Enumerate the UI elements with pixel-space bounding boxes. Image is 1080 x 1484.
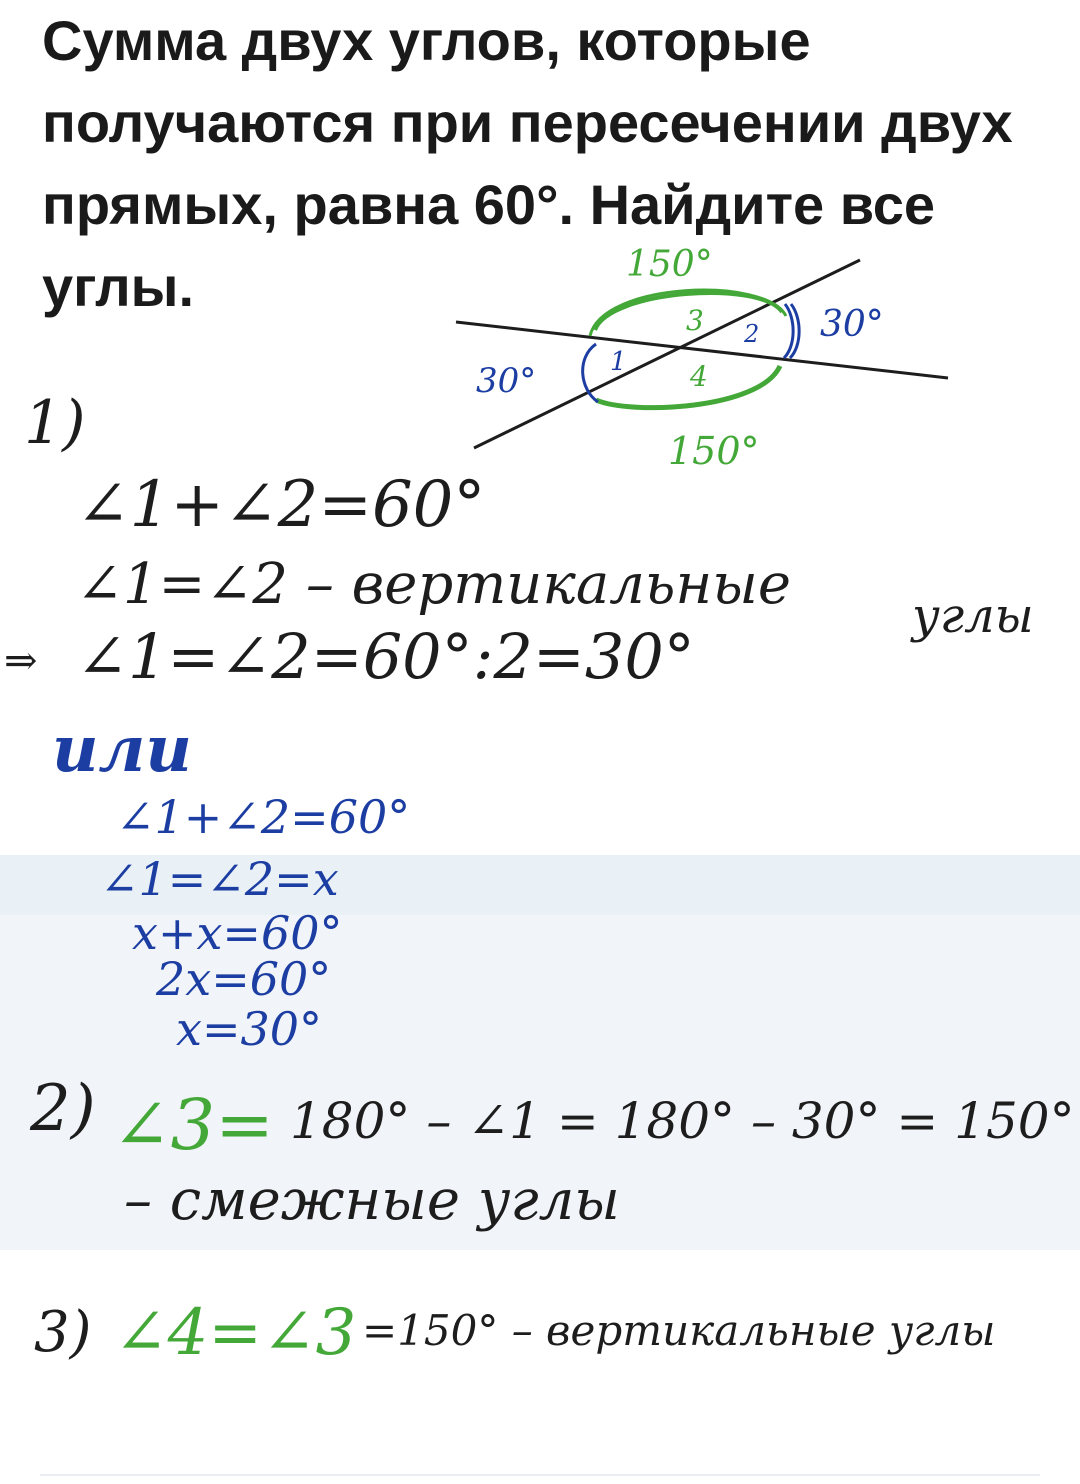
angle-number-2: 2	[744, 320, 760, 348]
alternative-line: x+x=60°	[132, 906, 343, 960]
alternative-label: или	[52, 712, 192, 787]
step-2-note: – смежные углы	[124, 1168, 620, 1233]
intersecting-lines-diagram	[440, 220, 960, 480]
step-2-expression: 180° – ∠1 = 180° – 30° = 150°	[290, 1092, 1075, 1150]
alternative-line: 2x=60°	[156, 952, 332, 1006]
step-1-result: ∠1=∠2=60°:2=30°	[76, 620, 695, 693]
line-b	[474, 260, 860, 448]
right-angle-label: 30°	[820, 304, 884, 345]
step-3-expression: =150° – вертикальные углы	[362, 1306, 996, 1355]
step-2-angle-3: ∠3=	[112, 1084, 274, 1166]
angle-number-1: 1	[610, 347, 627, 377]
step-1-vertical-angles-tail: углы	[912, 588, 1034, 644]
problem-title: Сумма двух углов, которые получаются при пересечении двух прямых, равна 60°. Найдите все углы.	[42, 9, 1013, 318]
alternative-line: ∠1=∠2=x	[100, 852, 339, 906]
step-1-equation-sum: ∠1+∠2=60°	[76, 468, 486, 542]
step-2-number: 2)	[30, 1072, 96, 1146]
left-angle-label: 30°	[476, 361, 537, 401]
step-1-arrow: ⇒	[4, 638, 38, 684]
angle-number-4: 4	[690, 360, 708, 393]
bottom-angle-label: 150°	[668, 429, 760, 473]
step-1-vertical-angles: ∠1=∠2 – вертикальные	[76, 552, 791, 617]
alternative-line: ∠1+∠2=60°	[116, 790, 411, 844]
alternative-line: x=30°	[176, 1002, 323, 1056]
divider	[40, 1474, 1040, 1476]
top-angle-label: 150°	[626, 244, 713, 285]
angle-number-3: 3	[686, 304, 704, 337]
step-3-angle-4-equals-3: ∠4=∠3	[114, 1296, 357, 1370]
step-1-number: 1)	[24, 388, 86, 458]
step-3-number: 3)	[34, 1300, 92, 1365]
